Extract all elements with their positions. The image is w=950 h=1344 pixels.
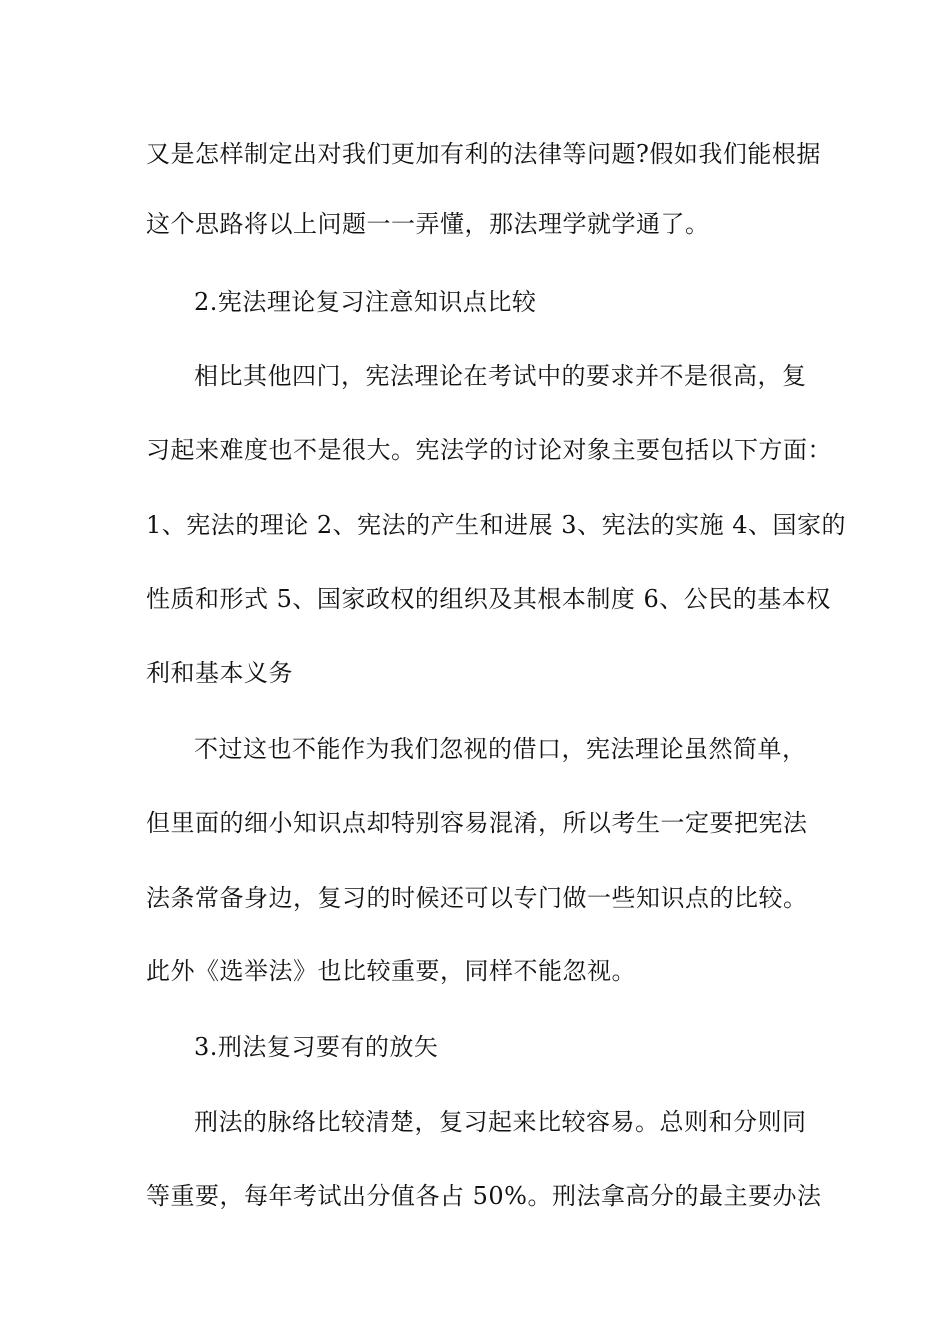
text-line-10: 但里面的细小知识点却特别容易混淆，所以考生一定要把宪法 xyxy=(146,809,808,837)
section-heading-constitution: 2.宪法理论复习注意知识点比较 xyxy=(194,288,537,316)
text-line-6: 1、宪法的理论 2、宪法的产生和进展 3、宪法的实施 4、国家的 xyxy=(146,511,846,539)
text-line-2: 这个思路将以上问题一一弄懂，那法理学就学通了。 xyxy=(146,210,710,238)
text-line-9: 不过这也不能作为我们忽视的借口，宪法理论虽然简单， xyxy=(194,735,807,763)
text-line-7: 性质和形式 5、国家政权的组织及其根本制度 6、公民的基本权 xyxy=(146,585,831,613)
section-heading-criminal-law: 3.刑法复习要有的放矢 xyxy=(194,1033,439,1061)
text-line-5: 习起来难度也不是很大。宪法学的讨论对象主要包括以下方面： xyxy=(146,436,832,464)
text-line-11: 法条常备身边，复习的时候还可以专门做一些知识点的比较。 xyxy=(146,884,808,912)
text-line-12: 此外《选举法》也比较重要，同样不能忽视。 xyxy=(146,957,636,985)
text-line-1: 又是怎样制定出对我们更加有利的法律等问题?假如我们能根据 xyxy=(146,140,821,168)
text-line-8: 利和基本义务 xyxy=(146,659,293,687)
text-line-15: 等重要，每年考试出分值各占 50%。刑法拿高分的最主要办法 xyxy=(146,1182,822,1210)
text-line-4: 相比其他四门，宪法理论在考试中的要求并不是很高，复 xyxy=(194,362,807,390)
text-line-14: 刑法的脉络比较清楚，复习起来比较容易。总则和分则同 xyxy=(194,1108,807,1136)
